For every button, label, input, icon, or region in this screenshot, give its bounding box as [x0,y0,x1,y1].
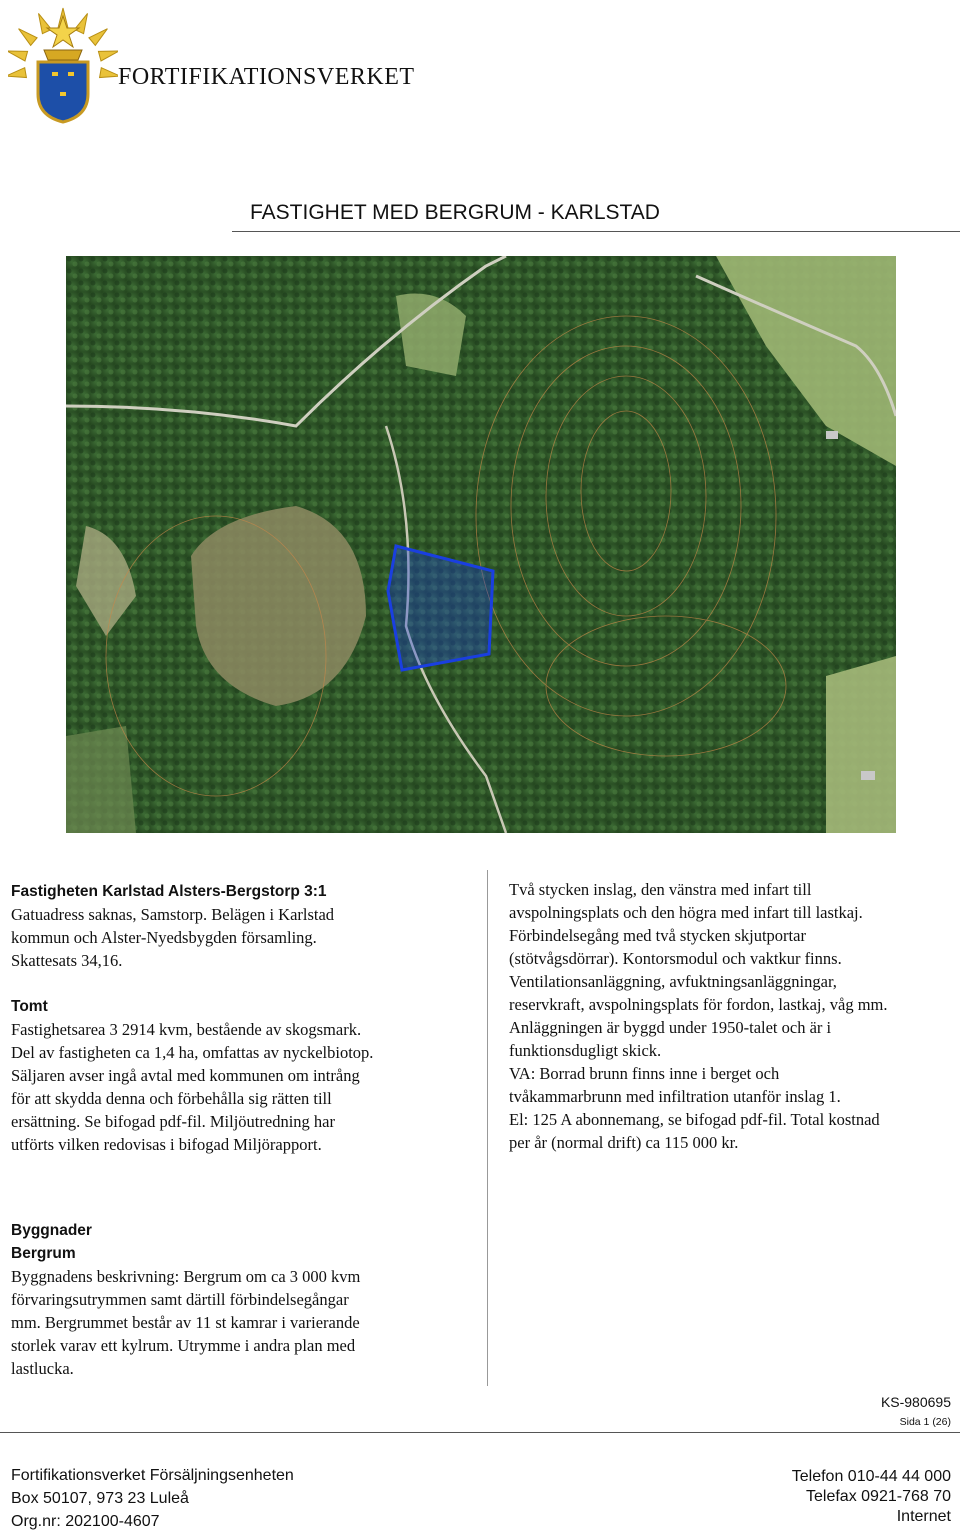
tomt-heading: Tomt [11,998,48,1015]
facility-line: Anläggningen är byggd under 1950-talet och är i [509,1018,832,1037]
building-line: storlek varav ett kylrum. Utrymme i andra plan med [11,1336,356,1355]
facility-description [509,878,959,1154]
aerial-map-image [66,256,896,833]
footer-orgnr: Org.nr: 202100-4607 [11,1513,160,1530]
facility-line: El: 125 A abonnemang, se bifogad pdf-fil. Total kostnad [509,1110,880,1129]
facility-line: per år (normal drift) ca 115 000 kr. [509,1133,739,1152]
facility-line: funktionsdugligt skick. [509,1041,662,1060]
facility-line: avspolningsplats och den högra med infart till lastkaj. [509,903,863,922]
footer-address: Box 50107, 973 23 Luleå [11,1490,189,1507]
footer-phone [792,1467,951,1527]
address-line: kommun och Alster-Nyedsbygden församling. [11,928,317,947]
buildings-heading: Byggnader [11,1222,92,1239]
tomt-line: utförts vilken redovisas i bifogad Miljörapport. [11,1135,322,1154]
footer-divider [0,1432,960,1433]
footer-telefon: Telefon 010-44 44 000 [791,1468,951,1485]
org-name: FORTIFIKATIONSVERKET [118,64,415,90]
footer-telefax: Telefax 0921-768 70 [806,1488,951,1505]
facility-line: (stötvågsdörrar). Kontorsmodul och vaktkur finns. [509,949,842,968]
building-line: Byggnadens beskrivning: Bergrum om ca 3 000 kvm [11,1267,361,1286]
reference-number: KS-980695 [880,1394,951,1410]
fortifikationsverket-crest-icon [8,6,118,126]
page-number: Sida 1 (26) [899,1416,951,1428]
tomt-line: för att skydda denna och förbehålla sig rätten till [11,1089,332,1108]
facility-line: Förbindelsegång med två stycken skjutportar [509,926,806,945]
tomt-line: Fastighetsarea 3 2914 kvm, bestående av skogsmark. [11,1020,362,1039]
facility-line: Ventilationsanläggning, avfuktningsanläggningar, [509,972,837,991]
bergrum-heading: Bergrum [11,1245,76,1262]
address-line: Gatuadress saknas, Samstorp. Belägen i Karlstad [11,905,335,924]
property-heading: Fastigheten Karlstad Alsters-Bergstorp 3:1 [11,883,327,900]
title-divider [232,231,960,232]
tomt-line: ersättning. Se bifogad pdf-fil. Miljöutredning har [11,1112,335,1131]
column-divider [487,870,488,1386]
facility-line: tvåkammarbrunn med infiltration utanför inslag 1. [509,1087,841,1106]
facility-line: reservkraft, avspolningsplats för fordon, lastkaj, våg mm. [509,995,888,1014]
tomt-line: Del av fastigheten ca 1,4 ha, omfattas av nyckelbiotop. [11,1043,374,1062]
property-description [11,880,471,1156]
footer-org: Fortifikationsverket Försäljningsenheten [11,1467,294,1484]
facility-line: VA: Borrad brunn finns inne i berget och [509,1064,780,1083]
building-line: lastlucka. [11,1359,74,1378]
buildings-section [11,1219,471,1380]
footer-internet-link[interactable]: Internet [896,1508,951,1525]
address-line: Skattesats 34,16. [11,951,123,970]
building-line: förvaringsutrymmen samt därtill förbindelsegångar [11,1290,349,1309]
page-title: FASTIGHET MED BERGRUM - KARLSTAD [250,201,660,224]
tomt-line: Säljaren avser ingå avtal med kommunen om intrång [11,1066,360,1085]
building-line: mm. Bergrummet består av 11 st kamrar i varierande [11,1313,360,1332]
footer-contact [11,1464,294,1533]
facility-line: Två stycken inslag, den vänstra med infart till [509,880,812,899]
